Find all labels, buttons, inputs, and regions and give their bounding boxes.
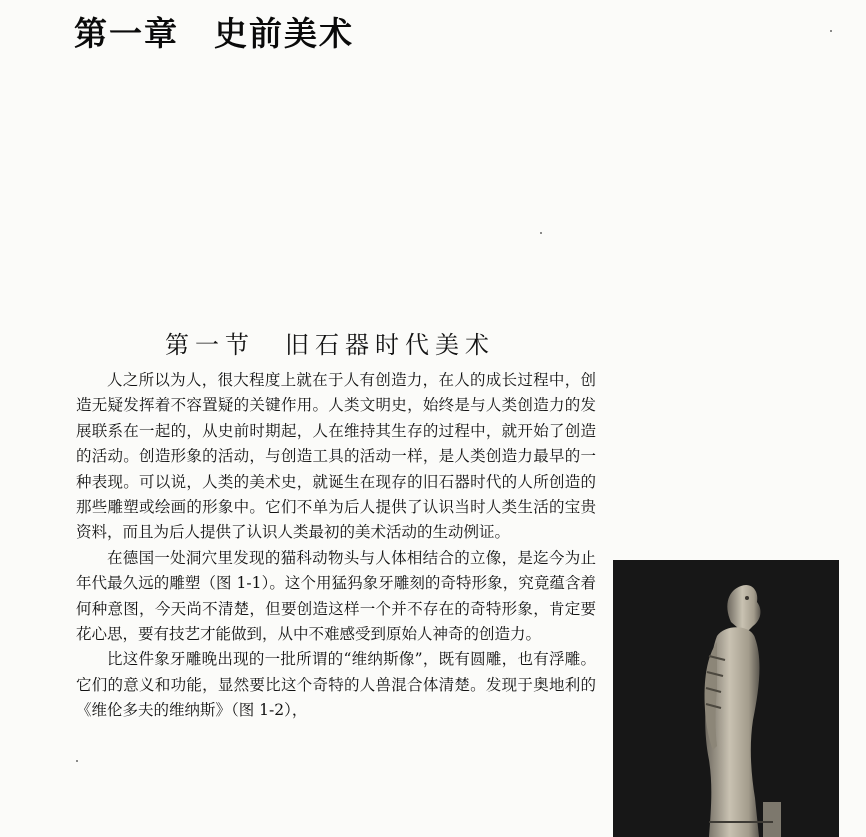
paragraph-3: 比这件象牙雕晚出现的一批所谓的“维纳斯像”，既有圆雕，也有浮雕。它们的意义和功能，显然要比这个奇特的人兽混合体清楚。发现于奥地利的《维伦多夫的维纳斯》（图 1-2）， <box>76 650 596 720</box>
paragraph-2: 在德国一处洞穴里发现的猫科动物头与人体相结合的立像，是迄今为止年代最久远的雕塑（图 1-1）。这个用猛犸象牙雕刻的奇特形象，究竟蕴含着何种意图，今天尚不清楚，但要创造这样一个并不存在的奇特形象，肯定要花心思，要有技艺才能做到，从中不难感受到原始人神奇的创造力。 <box>76 548 596 644</box>
chapter-title: 第一章 史前美术 <box>74 14 354 53</box>
scan-speck <box>76 760 78 762</box>
figure-lion-man-photo <box>613 560 839 837</box>
scan-speck <box>540 232 542 234</box>
body-text <box>76 368 596 724</box>
section-title: 第一节 旧石器时代美术 <box>165 331 495 359</box>
scan-speck <box>830 30 832 32</box>
paragraph-1: 人之所以为人，很大程度上就在于人有创造力，在人的成长过程中，创造无疑发挥着不容置疑的关键作用。人类文明史，始终是与人类创造力的发展联系在一起的，从史前时期起，人在维持其生存的过程中，就开始了创造的活动。创造形象的活动，与创造工具的活动一样，是人类创造力最早的一种表现。可以说，人类的美术史，就诞生在现存的旧石器时代的人所创造的那些雕塑或绘画的形象中。它们不单为后人提供了认识当时人类生活的宝贵资料，而且为后人提供了认识人类最初的美术活动的生动例证。 <box>76 371 596 542</box>
